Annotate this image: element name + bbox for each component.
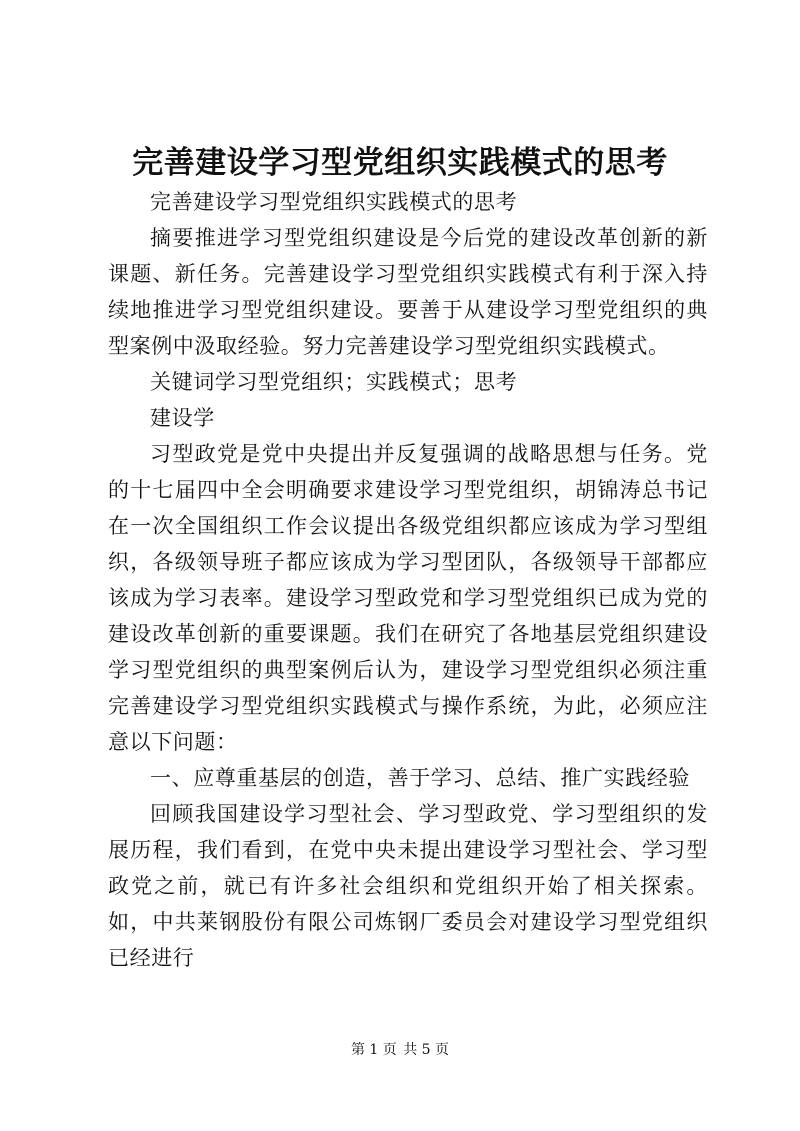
- section-lead-paragraph: 建设学: [150, 406, 215, 430]
- document-body: [108, 184, 708, 976]
- abstract-paragraph: 摘要推进学习型党组织建设是今后党的建设改革创新的新课题、新任务。完善建设学习型党组织实践模式有利于深入持续地推进学习型党组织建设。要善于从建设学习型党组织的典型案例中汲取经验。努力完善建设学习型党组织实践模式。: [108, 226, 708, 358]
- section-heading: 一、应尊重基层的创造，善于学习、总结、推广实践经验: [150, 766, 690, 790]
- body-paragraph: 回顾我国建设学习型社会、学习型政党、学习型组织的发展历程，我们看到，在党中央未提出建设学习型社会、学习型政党之前，就已有许多社会组织和党组织开始了相关探索。如，中共莱钢股份有限公司炼钢厂委员会对建设学习型党组织已经进行: [108, 802, 708, 970]
- body-paragraph: 习型政党是党中央提出并反复强调的战略思想与任务。党的十七届四中全会明确要求建设学习型党组织，胡锦涛总书记在一次全国组织工作会议提出各级党组织都应该成为学习型组织，各级领导班子都应该成为学习型团队，各级领导干部都应该成为学习表率。建设学习型政党和学习型党组织已成为党的建设改革创新的重要课题。我们在研究了各地基层党组织建设学习型党组织的典型案例后认为，建设学习型党组织必须注重完善建设学习型党组织实践模式与操作系统，为此，必须应注意以下问题：: [108, 442, 708, 754]
- keywords-paragraph: 关键词学习型党组织；实践模式；思考: [150, 370, 518, 394]
- page-footer: [0, 1040, 800, 1060]
- total-pages: 共 5 页: [403, 1042, 450, 1058]
- document-title: 完善建设学习型党组织实践模式的思考: [132, 145, 668, 181]
- subtitle-paragraph: 完善建设学习型党组织实践模式的思考: [150, 190, 518, 214]
- page-number: 第 1 页: [350, 1042, 397, 1058]
